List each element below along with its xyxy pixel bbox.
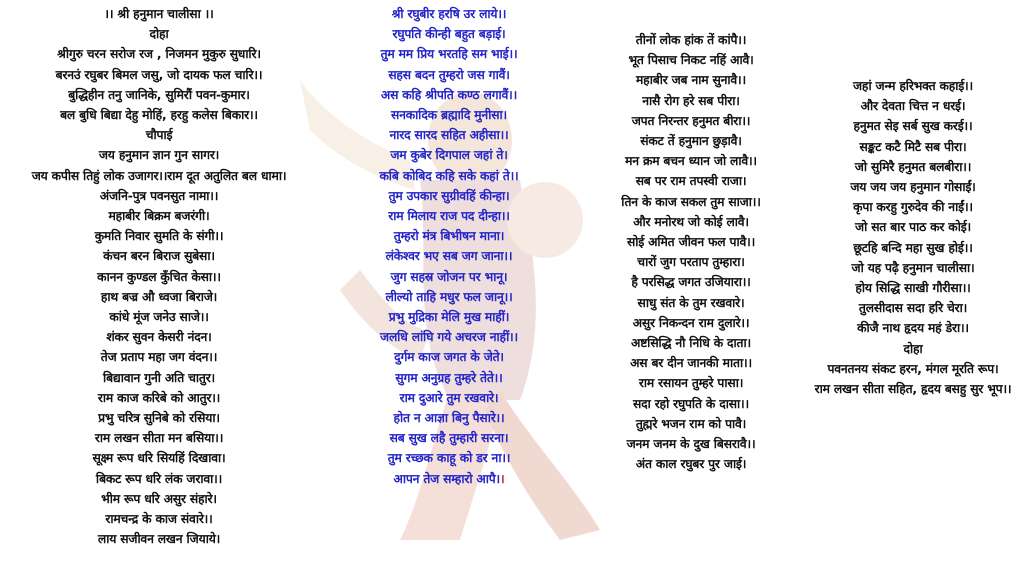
verse-line: कृपा करहु गुरुदेव की नाईं।। [853,200,973,215]
verse-line: श्री रघुबीर हरषि उर लाये।। [391,7,507,21]
verse-line: और मनोरथ जो कोई लावै। [633,214,749,229]
verse-line: अष्टसिद्धि नौ निधि के दाता। [631,336,751,351]
verse-line: दोहा [903,341,923,356]
verse-line: बिद्यावान गुनी अति चातुर। [102,370,216,385]
verse-line: सब पर राम तपस्वी राजा। [635,174,747,189]
verse-line: प्रभु चरित्र सुनिबे को रसिया। [98,411,220,426]
verse-line: रामचन्द्र के काज संवारे।। [105,512,213,527]
verse-line: चारों जुग परताप तुम्हारा। [637,255,745,270]
verse-line: पवनतनय संकट हरन, मंगल मूरति रूप। [827,361,999,376]
verse-line: जो यह पढ़ै हनुमान चालीसा। [851,260,975,275]
verse-line: छूटहि बन्दि महा सुख होई।। [853,240,973,255]
verse-line: नारद सारद सहित अहीसा।। [389,128,509,143]
verse-line: शंकर सुवन केसरी नंदन। [106,330,212,345]
verse-line: अंत काल रघुबर पुर जाई। [635,457,747,472]
verse-line: तुम्हरो मंत्र बिभीषन माना। [393,229,505,244]
verse-line: दोहा [149,27,169,42]
verse-line: कुमति निवार सुमति के संगी।। [94,229,224,244]
verse-line: प्रभु मुद्रिका मेलि मुख माहीं। [388,310,510,325]
verse-line: संकट तें हनुमान छुड़ावै। [640,134,742,149]
verse-line: सब सुख लहै तुम्हारी सरना। [389,431,509,446]
verse-line: अंजनि-पुत्र पवनसुत नामा।। [99,188,219,203]
verse-line: महाबीर बिक्रम बजरंगी। [108,209,210,224]
verse-line: राम मिलाय राज पद दीन्हा।। [388,209,510,224]
verse-line: सदा रहो रघुपति के दासा।। [633,396,749,411]
verse-line: होय सिद्धि साखी गौरीसा।। [855,281,971,296]
verse-line: राम लखन सीता सहित, हृदय बसहु सुर भूप।। [814,382,1012,397]
verse-line: जय जय जय हनुमान गोसाईं। [850,180,976,195]
verse-line: कबि कोबिद कहि सके कहां ते।। [379,168,519,183]
verse-line: हाथ बज्र औ ध्वजा बिराजे। [100,289,218,304]
verse-line: जय हनुमान ज्ञान गुन सागर। [98,148,220,163]
verse-line: तेज प्रताप महा जग वंदन।। [100,350,218,365]
verse-line: बुद्धिहीन तनु जानिके, सुमिरौं पवन-कुमार। [68,87,250,102]
verse-line: हनुमत सेइ सर्ब सुख करई।। [853,119,973,134]
verse-line: श्रीगुरु चरन सरोज रज , निजमन मुकुरु सुधारि। [57,47,261,62]
verse-line: तुलसीदास सदा हरि चेरा। [858,301,968,316]
verse-line: जो सत बार पाठ कर कोई। [855,220,971,235]
column-1 [0,4,318,549]
verse-line: जनम जनम के दुख बिसरावै।। [626,437,756,452]
verse-line: राम लखन सीता मन बसिया।। [94,431,224,446]
verse-line: साधु संत के तुम रखवारे। [637,295,745,310]
verse-line: जुग सहस्र जोजन पर भानू। [390,269,508,284]
verse-line: महाबीर जब नाम सुनावै।। [636,73,746,88]
verse-line: तुह्मरे भजन राम को पावै। [635,416,747,431]
verse-line: लंकेश्वर भए सब जग जाना।। [385,249,513,264]
verse-line: तुम मम प्रिय भरतहि सम भाई।। [380,47,518,62]
verse-line: जहां जन्म हरिभक्त कहाई।। [853,79,973,93]
verse-line: और देवता चित्त न धरई। [860,99,966,114]
verse-line: होत न आज्ञा बिनु पैसारे।। [393,411,505,426]
verse-line: तुम रच्छक काहू को डर ना।। [387,451,511,466]
verse-line: राम दुआरे तुम रखवारे। [399,390,499,405]
verse-line: कीजै नाथ हृदय महं डेरा।। [857,321,969,336]
verse-line: कंचन बरन बिराज सुबेसा। [103,249,215,264]
verse-line: तिन के काज सकल तुम साजा।। [621,194,761,209]
verse-line: रघुपति कीन्ही बहुत बड़ाई। [392,27,506,42]
verse-line: सोई अमित जीवन फल पावै।। [626,235,756,250]
verse-line: बल बुधि बिद्या देहु मोहिं, हरहु कलेस बिकार।। [60,108,258,123]
verse-line: लील्यो ताहि मधुर फल जानू।। [385,289,513,304]
verse-line: है परसिद्ध जगत उजियारा।। [631,275,751,290]
verse-line: लाय सजीवन लखन जियाये। [97,532,221,547]
verse-line: मन क्रम बचन ध्यान जो लावै।। [625,154,757,169]
verse-line: भूत पिसाच निकट नहिं आवै। [628,53,754,68]
verse-line: बिकट रूप धरि लंक जरावा।। [95,471,223,486]
verse-line-with-mark [394,469,505,489]
verse-text: आपन तेज सम्हारो आपै। [393,471,501,486]
verse-line: जय कपीस तिहुं लोक उजागर।।राम दूत अतुलित बल धामा। [31,168,287,183]
column-4 [802,76,1024,399]
verse-line: बरनउं रघुबर बिमल जसु, जो दायक फल चारि।। [55,67,263,82]
verse-line: भीम रूप धरि असुर संहारे। [101,491,217,506]
verse-line: जलधि लांघि गये अचरज नाहीं।। [380,330,518,345]
verse-line: सहस बदन तुम्हरो जस गावैं। [388,67,510,82]
verse-line: चौपाई [145,128,173,143]
verse-line: दुर्गम काज जगत के जेते। [394,350,504,365]
verse-line: सङ्कट कटै मिटै सब पीरा। [859,139,967,154]
verse-line: अस बर दीन जानकी माता।। [630,356,752,371]
verse-line: सनकादिक ब्रह्मादि मुनीसा। [391,108,507,123]
verse-line: नासै रोग हरे सब पीरा। [642,93,740,108]
verse-line: अस कहि श्रीपति कण्ठ लगावैं।। [380,87,518,102]
verse-line: सुगम अनुग्रह तुम्हरे तेते।। [395,370,503,385]
verse-line: सूक्ष्म रूप धरि सियहिं दिखावा। [92,451,226,466]
verse-line: तीनों लोक हांक तें कांपै।। [635,33,747,47]
verse-line: जपत निरन्तर हनुमत बीरा।। [631,113,751,128]
verse-line: जो सुमिरै हनुमत बलबीरा।। [854,159,972,174]
column-2 [318,4,580,489]
verse-line: राम रसायन तुम्हरे पासा। [638,376,744,391]
verse-line: ।। श्री हनुमान चालीसा ।। [104,7,214,21]
verse-line: तुम उपकार सुग्रीवहिं कीन्हा। [388,188,510,203]
verse-line: जम कुबेर दिगपाल जहां ते। [390,148,508,163]
column-3 [580,30,802,474]
verse-line: कानन कुण्डल कुँचित केसा।। [97,269,221,284]
verse-line: राम काज करिबे को आतुर।। [97,390,221,405]
verse-line: असुर निकन्दन राम दुलारे।। [632,315,750,330]
red-danda-mark: । [500,471,505,486]
verse-line: कांधे मूंज जनेउ साजे।। [109,310,209,325]
